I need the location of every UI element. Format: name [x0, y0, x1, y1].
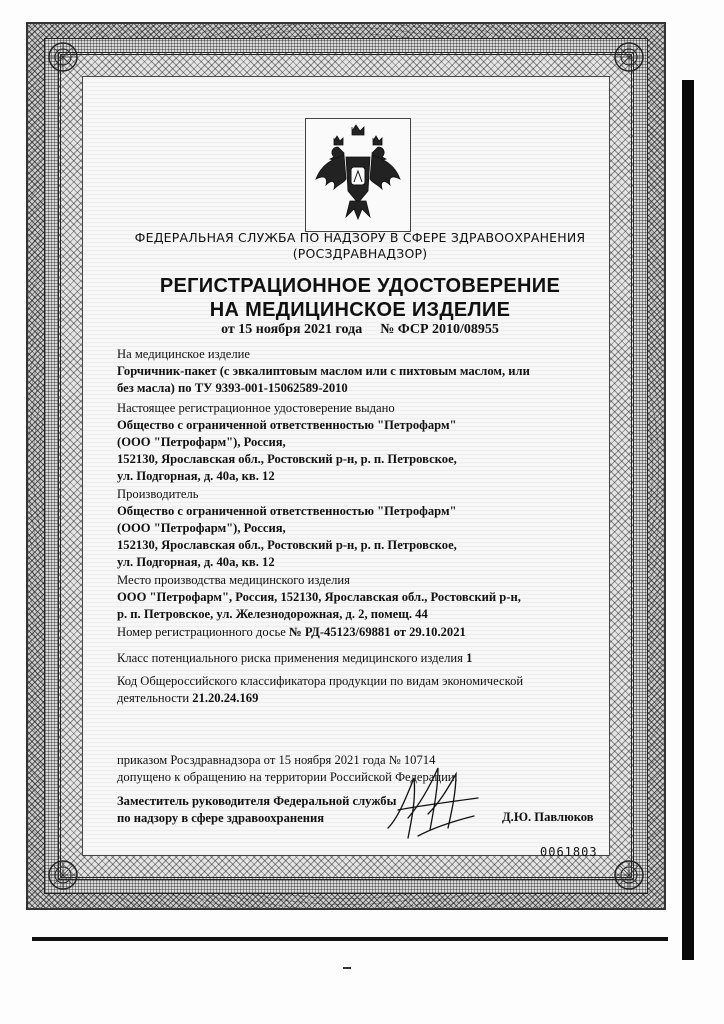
scan-edge-bottom	[32, 937, 668, 941]
dossier-label: Номер регистрационного досье	[117, 625, 286, 639]
double-headed-eagle-icon	[305, 118, 411, 232]
corner-ornament-icon	[46, 40, 80, 74]
manufacturer-label: Производитель	[117, 487, 199, 501]
agency-name: ФЕДЕРАЛЬНАЯ СЛУЖБА ПО НАДЗОРУ В СФЕРЕ ЗДРАВООХРАНЕНИЯ	[134, 230, 586, 245]
handwritten-signature	[378, 758, 490, 846]
corner-ornament-icon	[612, 40, 646, 74]
production-site-line: ООО "Петрофарм", Россия, 152130, Ярославская обл., Ростовский р-н,	[117, 590, 521, 604]
production-site-line: р. п. Петровское, ул. Железнодорожная, д. 2, помещ. 44	[117, 607, 428, 621]
device-section	[117, 346, 587, 397]
registration-number: № ФСР 2010/08955	[380, 322, 499, 337]
issued-to-section	[117, 400, 587, 485]
okpd-value: 21.20.24.169	[192, 691, 259, 705]
document-title: РЕГИСТРАЦИОННОЕ УДОСТОВЕРЕНИЕ	[159, 275, 561, 297]
okpd-section	[117, 673, 587, 707]
signer-title: Заместитель руководителя Федеральной службы	[117, 794, 397, 808]
order-line: приказом Росздравнадзора от 15 ноября 2021 года № 10714	[117, 753, 436, 767]
risk-class-value: 1	[466, 651, 473, 665]
dossier-value: № РД-45123/69881 от 29.10.2021	[289, 625, 466, 639]
dossier-section	[117, 624, 587, 641]
manufacturer-line: Общество с ограниченной ответственностью "Петрофарм"	[117, 504, 457, 518]
device-value-line: без масла) по ТУ 9393-001-15062589-2010	[117, 381, 348, 395]
production-site-section	[117, 572, 587, 623]
issued-to-line: 152130, Ярославская обл., Ростовский р-н, р. п. Петровское,	[117, 452, 457, 466]
signer-name: Д.Ю. Павлюков	[502, 810, 594, 824]
corner-ornament-icon	[46, 858, 80, 892]
okpd-label: Код Общероссийского классификатора продукции по видам экономической	[117, 674, 524, 688]
production-site-label: Место производства медицинского изделия	[117, 573, 350, 587]
risk-class-label: Класс потенциального риска применения медицинского изделия	[117, 651, 463, 665]
device-label: На медицинское изделие	[117, 347, 250, 361]
manufacturer-line: 152130, Ярославская обл., Ростовский р-н, р. п. Петровское,	[117, 538, 457, 552]
risk-class-section	[117, 650, 587, 667]
scan-edge	[682, 80, 694, 960]
manufacturer-section	[117, 486, 587, 571]
device-value-line: Горчичник-пакет (с эвкалиптовым маслом или с пихтовым маслом, или	[117, 364, 530, 378]
manufacturer-line: (ООО "Петрофарм"), Россия,	[117, 521, 286, 535]
serial-number: 0061803	[540, 845, 598, 859]
issued-to-line: Общество с ограниченной ответственностью "Петрофарм"	[117, 418, 457, 432]
signer-title-cont: по надзору в сфере здравоохранения	[117, 811, 325, 825]
registration-date-number	[100, 322, 620, 338]
issued-to-line: (ООО "Петрофарм"), Россия,	[117, 435, 286, 449]
agency-abbreviation: (РОСЗДРАВНАДЗОР)	[292, 246, 428, 261]
corner-ornament-icon	[612, 858, 646, 892]
issued-to-line: ул. Подгорная, д. 40а, кв. 12	[117, 469, 275, 483]
issued-to-label: Настоящее регистрационное удостоверение выдано	[117, 401, 395, 415]
document-subtitle: НА МЕДИЦИНСКОЕ ИЗДЕЛИЕ	[209, 299, 511, 321]
manufacturer-line: ул. Подгорная, д. 40а, кв. 12	[117, 555, 275, 569]
okpd-label-cont: деятельности	[117, 691, 190, 705]
registration-date: от 15 ноября 2021 года	[221, 322, 363, 337]
scan-artifact	[343, 967, 351, 969]
circulation-line: допущено к обращению на территории Российской Федерации.	[117, 770, 458, 784]
